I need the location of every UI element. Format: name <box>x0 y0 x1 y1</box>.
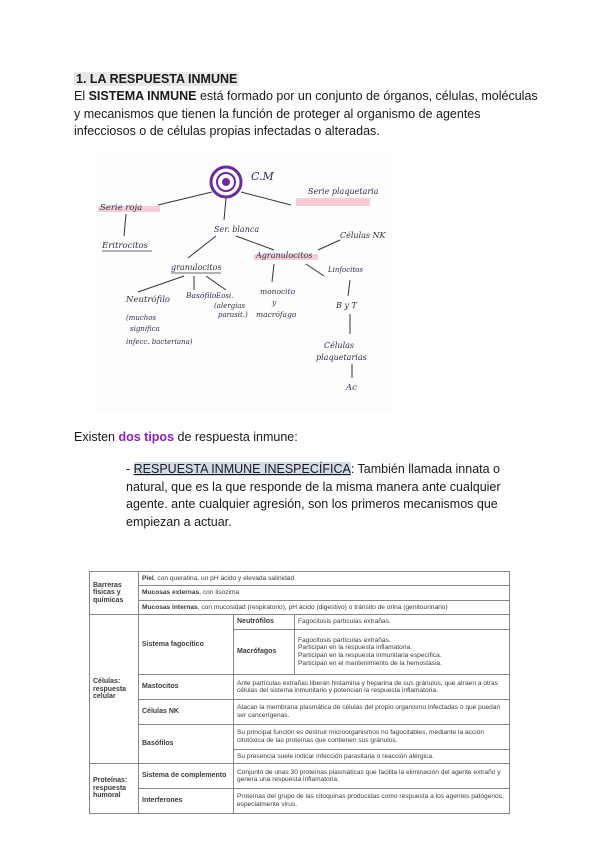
table-row <box>90 700 510 725</box>
label-serie-roja: Serie roja <box>100 203 143 213</box>
label-eosi-2: parasit.) <box>218 311 248 319</box>
inespec-title: RESPUESTA INMUNE INESPECÍFICA <box>133 462 351 476</box>
page-title: 1. LA RESPUESTA INMUNE <box>76 72 238 86</box>
label-neutro-note-1: significa <box>130 325 160 333</box>
label-agranulocitos: Agranulocitos <box>256 251 313 260</box>
text-interferones: Proteínas del grupo de las citoquinas producidas como respuesta a los agentes patógenos, especialmente virus. <box>234 789 510 814</box>
label-serie-blanca: Ser. blanca <box>214 225 260 234</box>
hl-plaq <box>296 198 370 206</box>
macro-line: Participan en la respuesta inmunitaria específica. <box>298 652 442 660</box>
text-mucosas-ext: , con lisozima <box>199 589 240 597</box>
intro-rest: está formado por un conjunto de órganos, células, moléculas y mecanismos que tienen la función de proteger al organismo de agentes infecciosos o de células propias infectadas o alteradas. <box>74 89 538 138</box>
arrow-root-plaq <box>241 192 291 205</box>
table-row <box>90 724 510 749</box>
sub-nk: Células NK <box>139 700 234 725</box>
table-row <box>90 764 510 789</box>
inespec-dash: - <box>126 462 134 476</box>
sub-interferones: Interferones <box>139 789 234 814</box>
text-basofilos-0: Su principal función es destruir microorganismos no fagocitables, mediante la acción citotóxica de las proteínas que contienen sus gránulos. <box>234 724 510 749</box>
text-complemento: Conjunto de unas 30 proteínas plasmáticas que facilita la eliminación del agente extraño y genera una respuesta inflamatoria. <box>234 764 510 789</box>
sub-fagocitico: Sistema fagocítico <box>139 615 234 675</box>
cell-piel <box>139 572 510 586</box>
label-ac: Ac <box>346 383 357 393</box>
arrow-root-blanca <box>224 198 226 220</box>
label-eritrocitos: Eritrocitos <box>102 241 148 251</box>
sub-complemento: Sistema de complemento <box>139 764 234 789</box>
label-eosi-1: (alergias <box>214 302 246 310</box>
macro-line: Participan en la respuesta inflamatoria. <box>298 644 412 652</box>
inespec-text: También llamada innata o natural, que es la que responde de la misma manera ante cualquier agente. ante cualquier agresión, son los primeros mecanismos que empiezan a actuar. <box>126 462 501 529</box>
arrow-nk <box>318 240 340 250</box>
name-piel: Piel <box>142 574 154 582</box>
text-mastocitos: Ante partículas extrañas liberan histamina y heparina de sus gránulos, que atraen a otras células del sistema inmunitario y potencian la respuesta inflamatoria. <box>234 675 510 700</box>
sub-mastocitos: Mastocitos <box>139 675 234 700</box>
arrow-linfo-bt <box>348 280 350 296</box>
label-basofilo: Basófilo <box>186 291 217 300</box>
intro-term: SISTEMA INMUNE <box>88 89 197 103</box>
intro-prefix: El <box>74 89 89 103</box>
arrow-eritro <box>124 214 126 236</box>
arrow-neutro <box>138 276 184 292</box>
stem-cell-nucleus <box>222 178 230 186</box>
label-root: C.M <box>251 170 274 183</box>
cat-proteinas: Proteínas: respuesta humoral <box>90 764 139 814</box>
label-granulocitos: granulocitos <box>171 263 222 272</box>
table-row <box>90 675 510 700</box>
hematopoiesis-sketch <box>96 150 392 412</box>
label-mono-2: macrófago <box>256 310 297 319</box>
arrow-granulo <box>188 236 216 258</box>
cell-mucosas-int <box>139 600 510 614</box>
name-mucosas-ext: Mucosas externas <box>142 589 200 597</box>
label-linfo-1: B y T <box>336 301 357 310</box>
label-plaq-1: plaquetarias <box>316 353 367 362</box>
table-row <box>90 615 510 629</box>
cat-celulas: Células: respuesta celular <box>90 615 139 764</box>
types-line <box>74 430 298 444</box>
label-plaq-0: Células <box>324 341 354 350</box>
text-mucosas-int: , con mucosidad (respiratorio), pH ácido (digestivo) o tránsito de orina (genitourinario) <box>197 603 448 611</box>
text-piel: , con queratina, un pH ácido y elevada salinidad <box>153 574 295 582</box>
label-neutro-note-2: infecc. bacteriana) <box>126 338 193 346</box>
arrow-root-roja <box>158 192 212 205</box>
types-highlight: dos tipos <box>118 430 175 444</box>
label-neutrofilo: Neutrófilo <box>126 295 171 305</box>
immune-table-grid <box>89 571 510 814</box>
text-macrofagos <box>295 629 510 675</box>
table-row <box>90 586 510 600</box>
inespecifica-paragraph <box>126 461 501 531</box>
table-row <box>90 789 510 814</box>
cell-mucosas-ext <box>139 586 510 600</box>
table-row <box>90 572 510 586</box>
name-mucosas-int: Mucosas internas <box>142 603 198 611</box>
label-eosi-0: Eosi. <box>216 292 234 300</box>
cat-barreras: Barreras físicas y químicas <box>90 572 139 615</box>
text-basofilos-1: Su presencia suele indicar infección parasitaria o reacción alérgica. <box>234 749 510 763</box>
arrow-linfo <box>306 264 324 276</box>
arrow-mono <box>272 264 274 282</box>
label-mono-1: y <box>272 298 277 307</box>
label-celulas-nk: Células NK <box>340 231 386 240</box>
table-row <box>90 600 510 614</box>
arrow-eosi <box>206 276 226 290</box>
immune-table <box>89 571 510 814</box>
arrow-agranulo <box>236 236 274 250</box>
text-nk: Atacan la membrana plasmática de células del propio organismo infectadas o que puedan ser cancerígenas. <box>234 700 510 725</box>
macro-line: Participan en el mantenimiento de la hemostasia. <box>298 659 443 667</box>
label-linfo-0: Linfocitos <box>328 266 363 274</box>
label-mono-0: monocito <box>260 287 296 296</box>
types-suffix: de respuesta inmune: <box>174 430 298 444</box>
sub-macrofagos: Macrófagos <box>234 629 295 675</box>
macro-line: Fagocitosis partículas extrañas. <box>298 636 391 644</box>
sub-neutrofilos: Neutrófilos <box>234 615 295 629</box>
label-serie-plaquetaria: Serie plaquetaria <box>308 187 379 196</box>
label-neutro-note-0: (muchos <box>126 314 157 322</box>
text-neutrofilos: Fagocitosis partículas extrañas. <box>295 615 510 629</box>
sub-basofilos: Basófilos <box>139 724 234 763</box>
intro-paragraph <box>74 88 544 141</box>
sketch-svg <box>96 150 392 412</box>
inespec-colon: : <box>350 462 355 476</box>
types-prefix: Existen <box>74 430 119 444</box>
